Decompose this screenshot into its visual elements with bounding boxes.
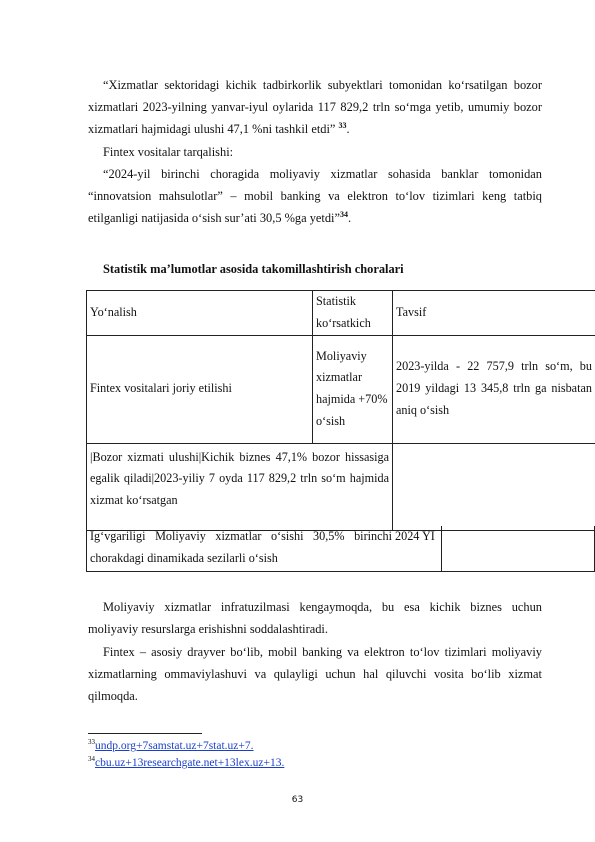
paragraph-4: [88, 596, 542, 640]
statistics-table: [86, 290, 595, 531]
footnote-33: [88, 738, 254, 752]
footnote-34-link[interactable]: cbu.uz+13researchgate.net+13lex.uz+13.: [95, 756, 285, 769]
table-header-row: [87, 291, 595, 336]
cell-empty: [393, 443, 595, 530]
cell-direction: Fintex vositalari joriy etilishi: [87, 335, 313, 443]
header-direction: Yo‘nalish: [87, 291, 313, 336]
page-number: 63: [291, 795, 304, 805]
header-description: Tavsif: [393, 291, 595, 336]
footnote-mark: 34: [88, 755, 95, 763]
paragraph-5-text: Fintex – asosiy drayver bo‘lib, mobil banking va elektron to‘lov tizimlari moliyaviy xizmatlarning ommaviylashuvi va qulayligi uchun hal qiluvchi vosita bo‘lib xizmat qilmoqda.: [88, 645, 542, 704]
cell-description: 2023-yilda - 22 757,9 trln so‘m, bu 2019 yildagi 13 345,8 trln ga nisbatan aniq o‘sish: [393, 335, 595, 443]
cell-divider: [441, 526, 442, 571]
footnote-ref-34[interactable]: 34: [340, 210, 348, 220]
footnote-mark: 33: [88, 738, 95, 746]
footnote-33-link[interactable]: undp.org+7samstat.uz+7stat.uz+7.: [95, 739, 254, 752]
paragraph-4-text: Moliyaviy xizmatlar infratuzilmasi kengaymoqda, bu esa kichik biznes uchun moliyaviy resurslarga erishishni soddalashtiradi.: [88, 600, 542, 637]
cell-indicator: Moliyaviy xizmatlar hajmida +70% o‘sish: [313, 335, 393, 443]
cell-market-share: |Bozor xizmati ulushi|Kichik biznes 47,1% bozor hissasiga egalik qiladi|2023-yiliy 7 oyda 117 829,2 trln so‘m hajmida xizmat ko‘rsatgan: [87, 443, 393, 530]
footnote-ref-33[interactable]: 33: [338, 121, 347, 131]
paragraph-5: [88, 641, 542, 708]
table-row: [87, 335, 595, 443]
paragraph-2-text: Fintex vositalar tarqalishi:: [103, 145, 234, 159]
footnote-separator: [88, 733, 202, 734]
table-title: Statistik ma’lumotlar asosida takomillashtirish choralari: [103, 262, 404, 276]
header-indicator: Statistik ko‘rsatkich: [313, 291, 393, 336]
table-row: [87, 443, 595, 530]
paragraph-1: “Xizmatlar sektoridagi kichik tadbirkorlik subyektlari tomonidan ko‘rsatilgan bozor xizmatlari 2023-yilning yanvar-iyul oylarida 117 829,2 trln so‘mga yetib, umumiy bozor xizmatlari hajmidagi ulushi 47,1 %ni tashkil etdi” $^{33}$.: [88, 78, 542, 137]
paragraph-3: “2024-yil birinchi choragida moliyaviy xizmatlar sohasida banklar tomonidan “innovatsion mahsulotlar” – mobil banking va elektron to‘lov tizimlari keng tatbiq etilganligi natijasida o‘sish sur’ati 30,5 %ga yetdi”$^{34}$.: [88, 167, 542, 226]
cell-year: 2024 YI: [395, 529, 435, 543]
paragraph-3-text: “2024-yil birinchi choragida moliyaviy xizmatlar sohasida banklar tomonidan “innovatsion mahsulotlar” – mobil banking va elektron to‘lov tizimlari keng tatbiq etilganligi natijasida o‘sish sur’ati 30,5 %ga yetdi”: [88, 167, 542, 226]
cell-garbled-text: Ig‘vgariligi Moliyaviy xizmatlar o‘sishi 30,5% birinchi chorakdagi dinamikada sezilarli o‘sish: [90, 529, 392, 565]
paragraph-2: [88, 141, 542, 163]
table-row-garbled: [86, 526, 595, 572]
footnote-34: [88, 755, 284, 769]
paragraph-1-text: “Xizmatlar sektoridagi kichik tadbirkorlik subyektlari tomonidan ko‘rsatilgan bozor xizmatlari 2023-yilning yanvar-iyul oylarida 117 829,2 trln so‘mga yetib, umumiy bozor xizmatlari hajmidagi ulushi 47,1 %ni tashkil etdi”: [88, 78, 542, 137]
